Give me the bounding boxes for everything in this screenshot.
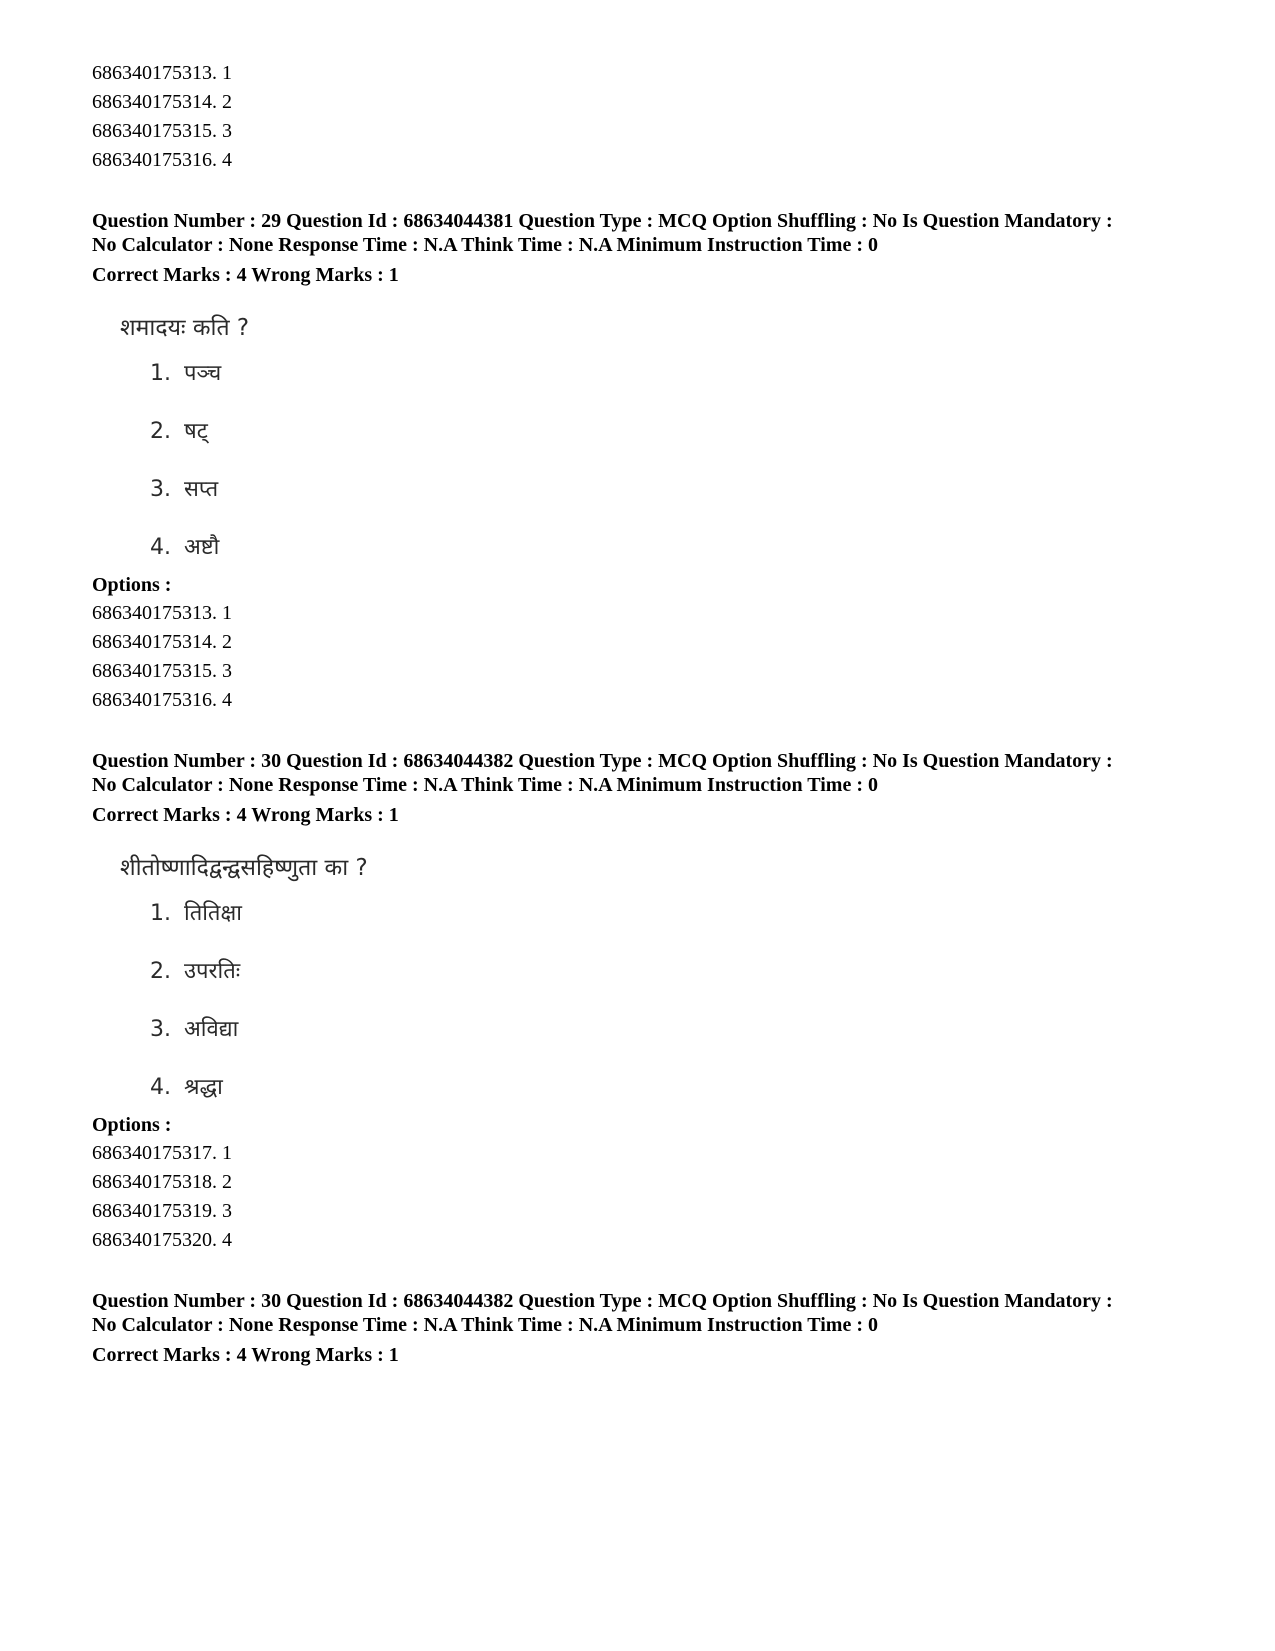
question-header-line-1: Question Number : 29 Question Id : 68634044381 Question Type : MCQ Option Shuffling : No Is Question Mandatory : <box>92 210 1113 232</box>
choice-text: सप्त <box>184 477 219 502</box>
option-value: 3 <box>222 1200 232 1222</box>
question-choice <box>150 897 1192 955</box>
choice-number: 2. <box>150 419 171 444</box>
option-row <box>92 1197 1192 1226</box>
question-choice <box>150 955 1192 1013</box>
question-choice <box>150 1013 1192 1071</box>
option-row <box>92 146 1192 175</box>
option-id: 686340175318. <box>92 1171 217 1193</box>
option-id: 686340175317. <box>92 1142 217 1164</box>
question-header-line-2: No Calculator : None Response Time : N.A Think Time : N.A Minimum Instruction Time : 0 <box>92 234 878 256</box>
option-id: 686340175314. <box>92 91 217 113</box>
question-marks: Correct Marks : 4 Wrong Marks : 1 <box>92 1344 399 1366</box>
question-stem: शीतोष्णादिद्वन्द्वसहिष्णुता का ? <box>120 855 368 881</box>
option-value: 1 <box>222 602 232 624</box>
question-choice <box>150 1071 1192 1111</box>
choice-number: 4. <box>150 1075 171 1100</box>
option-value: 2 <box>222 91 232 113</box>
choice-number: 1. <box>150 901 171 926</box>
option-id: 686340175320. <box>92 1229 217 1251</box>
option-value: 1 <box>222 62 232 84</box>
question-content <box>120 311 1192 571</box>
option-value: 3 <box>222 660 232 682</box>
option-row <box>92 599 1192 628</box>
question-marks: Correct Marks : 4 Wrong Marks : 1 <box>92 264 399 286</box>
option-id: 686340175315. <box>92 120 217 142</box>
option-id: 686340175316. <box>92 149 217 171</box>
option-id: 686340175314. <box>92 631 217 653</box>
question-choice <box>150 531 1192 571</box>
option-row <box>92 686 1192 715</box>
choice-text: अविद्या <box>184 1017 239 1042</box>
option-value: 4 <box>222 149 232 171</box>
option-value: 2 <box>222 631 232 653</box>
option-id: 686340175315. <box>92 660 217 682</box>
option-row <box>92 88 1192 117</box>
option-value: 1 <box>222 1142 232 1164</box>
option-value: 3 <box>222 120 232 142</box>
question-choice <box>150 415 1192 473</box>
question-header-line-1: Question Number : 30 Question Id : 68634044382 Question Type : MCQ Option Shuffling : No Is Question Mandatory : <box>92 750 1113 772</box>
question-header-line-2: No Calculator : None Response Time : N.A Think Time : N.A Minimum Instruction Time : 0 <box>92 1314 878 1336</box>
question-block <box>92 1289 1192 1369</box>
choice-number: 3. <box>150 477 171 502</box>
option-value: 4 <box>222 1229 232 1251</box>
question-block <box>92 749 1192 1255</box>
option-id: 686340175316. <box>92 689 217 711</box>
choice-text: षट् <box>184 419 208 444</box>
question-content <box>120 851 1192 1111</box>
options-list <box>92 599 1192 715</box>
choice-text: अष्टौ <box>184 535 220 560</box>
choice-text: श्रद्धा <box>184 1075 223 1100</box>
choice-number: 2. <box>150 959 171 984</box>
question-header-line-1: Question Number : 30 Question Id : 68634044382 Question Type : MCQ Option Shuffling : No Is Question Mandatory : <box>92 1290 1113 1312</box>
option-id: 686340175313. <box>92 602 217 624</box>
option-row <box>92 657 1192 686</box>
options-label: Options : <box>92 574 172 596</box>
options-list <box>92 1139 1192 1255</box>
question-choice <box>150 357 1192 415</box>
choice-number: 3. <box>150 1017 171 1042</box>
option-value: 4 <box>222 689 232 711</box>
question-block <box>92 209 1192 715</box>
option-row <box>92 59 1192 88</box>
option-id: 686340175313. <box>92 62 217 84</box>
question-marks: Correct Marks : 4 Wrong Marks : 1 <box>92 804 399 826</box>
option-row <box>92 117 1192 146</box>
choice-text: उपरतिः <box>184 959 241 984</box>
options-label: Options : <box>92 1114 172 1136</box>
option-row <box>92 1168 1192 1197</box>
choice-text: तितिक्षा <box>184 901 242 926</box>
question-stem: शमादयः कति ? <box>120 315 250 341</box>
choice-number: 4. <box>150 535 171 560</box>
option-row <box>92 1139 1192 1168</box>
option-value: 2 <box>222 1171 232 1193</box>
question-header-line-2: No Calculator : None Response Time : N.A Think Time : N.A Minimum Instruction Time : 0 <box>92 774 878 796</box>
top-options-list <box>92 59 1192 175</box>
option-id: 686340175319. <box>92 1200 217 1222</box>
option-row <box>92 628 1192 657</box>
choice-text: पञ्च <box>184 361 222 386</box>
question-choice <box>150 473 1192 531</box>
option-row <box>92 1226 1192 1255</box>
document-page <box>92 59 1192 1369</box>
choice-number: 1. <box>150 361 171 386</box>
